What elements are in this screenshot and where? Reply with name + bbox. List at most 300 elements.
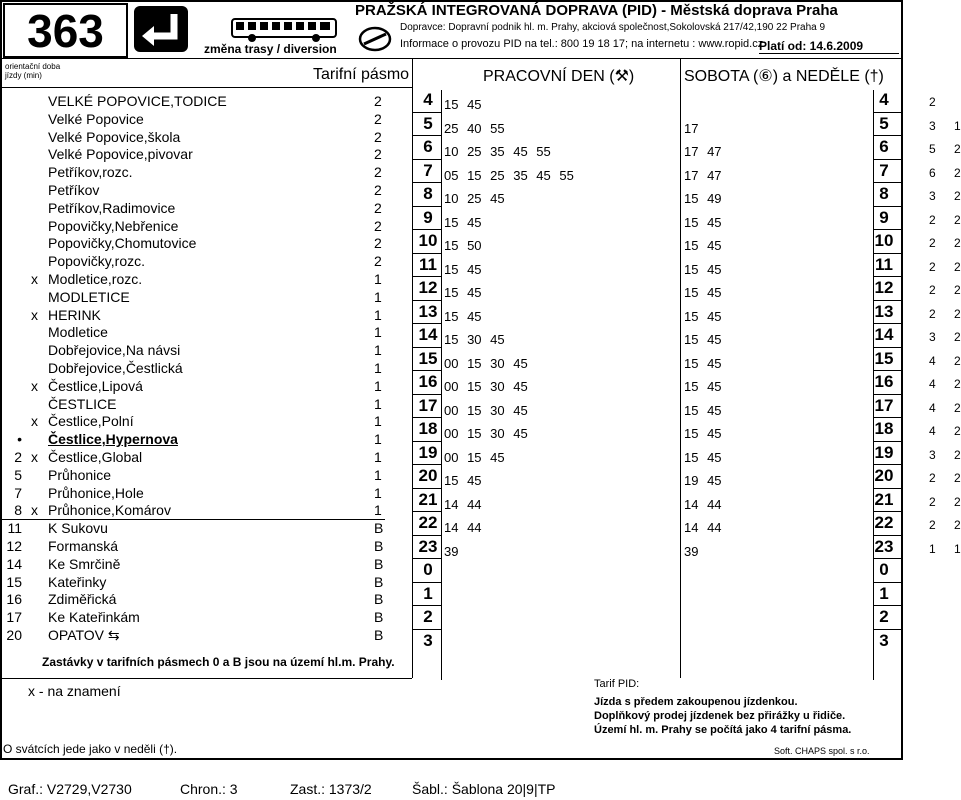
workday-minutes: 10 25 35 45 55 — [444, 144, 551, 159]
workday-count: 3 — [929, 330, 936, 344]
stop-row — [0, 324, 400, 342]
workday-minutes: 14 44 — [444, 520, 482, 535]
hour-separator — [874, 605, 902, 606]
stop-zone: 1 — [374, 324, 382, 341]
stop-row — [0, 218, 400, 236]
stop-zone: 2 — [374, 235, 382, 252]
hour-cell: 15 — [418, 348, 438, 368]
hour-separator — [413, 488, 441, 489]
workday-count: 1 — [929, 541, 936, 556]
hour-cell-right: 10 — [874, 231, 894, 250]
stop-row — [0, 182, 400, 200]
hour-cell-right: 8 — [879, 184, 889, 203]
workday-count: 4 — [929, 377, 936, 391]
stop-name: VELKÉ POPOVICE,TODICE — [48, 93, 227, 109]
stop-row — [0, 289, 400, 307]
stop-time: 11 — [7, 520, 22, 537]
stop-time: 7 — [14, 484, 22, 501]
weekend-count: 2 — [954, 471, 961, 485]
stop-time: 20 — [6, 627, 22, 643]
stop-time: • — [17, 431, 22, 448]
stop-zone: 1 — [374, 306, 382, 323]
weekend-minutes: 14 44 — [684, 496, 722, 512]
hour-cell-right: 16 — [874, 372, 894, 391]
stop-row — [0, 271, 400, 289]
hour-separator — [874, 394, 902, 395]
stop-row — [0, 396, 400, 414]
hour-cell: 13 — [418, 301, 438, 321]
stop-name: Dobřejovice,Na návsi — [48, 342, 181, 359]
hour-cell: 20 — [418, 466, 438, 485]
workday-minutes: 10 25 45 — [444, 191, 505, 206]
workday-count: 2 — [929, 306, 936, 321]
workday-minutes: 39 — [444, 543, 459, 559]
workday-count: 4 — [929, 400, 936, 415]
hour-cell: 22 — [418, 513, 438, 532]
tariff-line-1: Jízda s předem zakoupenou jízdenkou. — [594, 696, 798, 708]
weekend-minutes: 17 — [684, 120, 699, 136]
hour-cell: 19 — [418, 442, 438, 462]
hour-cell: 5 — [423, 113, 433, 133]
weekend-minutes: 17 47 — [684, 144, 722, 159]
workday-minutes: 14 44 — [444, 496, 482, 512]
stop-zone: B — [374, 609, 384, 626]
weekend-minutes: 14 44 — [684, 520, 722, 535]
workday-minutes: 15 50 — [444, 238, 482, 253]
hour-cell: 6 — [423, 137, 433, 156]
diversion-icon — [134, 6, 190, 54]
workday-heading: PRACOVNÍ DEN (⚒) — [483, 68, 635, 85]
zone-heading: Tarifní pásmo — [313, 66, 410, 83]
hour-separator — [413, 370, 441, 371]
stop-zone: B — [374, 555, 384, 572]
stop-name: Čestlice,Polní — [48, 413, 134, 430]
hour-cell: 17 — [418, 395, 438, 415]
workday-count: 6 — [929, 165, 936, 180]
hour-cell-right: 11 — [875, 254, 893, 274]
weekend-minutes: 39 — [684, 543, 699, 559]
hour-separator — [874, 253, 902, 254]
stop-name: Petříkov,rozc. — [48, 164, 133, 181]
stop-name: Čestlice,Hypernova — [48, 431, 178, 448]
workday-minutes: 15 45 — [444, 97, 482, 112]
weekend-minutes: 15 45 — [684, 214, 722, 230]
hour-separator — [874, 417, 902, 418]
weekend-minutes: 15 45 — [684, 261, 722, 277]
workday-minutes: 00 15 30 45 — [444, 379, 528, 394]
stop-name: Průhonice,Komárov — [48, 502, 171, 519]
hour-separator — [413, 605, 441, 606]
hour-cell: 9 — [423, 207, 433, 227]
weekend-heading: SOBOTA (⑥) a NEDĚLE (†) — [684, 68, 884, 85]
operator-line: Dopravce: Dopravní podnik hl. m. Prahy, akciová společnost,Sokolovská 217/42,190 22 Praha 9 — [400, 22, 826, 33]
workday-minutes: 00 15 45 — [444, 449, 505, 465]
hour-separator — [413, 464, 441, 465]
tariff-block — [594, 677, 894, 737]
weekend-count: 2 — [954, 259, 961, 274]
hour-cell-right: 18 — [874, 419, 894, 438]
hour-separator — [413, 135, 441, 136]
stop-name: Formanská — [48, 538, 119, 554]
stop-time: 17 — [6, 609, 22, 626]
weekend-count: 2 — [954, 236, 961, 250]
hour-separator — [413, 300, 441, 301]
hour-cell-right: 6 — [879, 137, 889, 156]
hour-cell-right: 12 — [874, 278, 894, 297]
workday-count: 2 — [929, 494, 936, 509]
weekend-count: 2 — [954, 306, 961, 321]
hour-cell: 14 — [418, 325, 438, 344]
route-number: 363 — [3, 3, 128, 58]
workday-minutes: 15 45 — [444, 261, 482, 277]
weekend-minutes: 17 47 — [684, 167, 722, 183]
stop-zone: 2 — [374, 110, 382, 127]
weekend-minutes: 15 45 — [684, 379, 722, 394]
stop-name: Průhonice — [48, 466, 112, 483]
stop-zone: 1 — [374, 431, 382, 448]
hour-separator — [874, 135, 902, 136]
hour-separator — [413, 276, 441, 277]
stop-row — [0, 609, 400, 627]
hour-cell-right: 23 — [874, 536, 894, 556]
weekend-minutes: 15 45 — [684, 449, 722, 465]
stop-name: Velké Popovice — [48, 110, 144, 127]
tariff-line-3: Území hl. m. Prahy se počítá jako 4 tarifní pásma. — [594, 724, 852, 736]
stop-zone: B — [374, 520, 384, 537]
workday-count: 3 — [929, 189, 936, 203]
hour-cell: 23 — [418, 536, 438, 556]
hour-separator — [874, 276, 902, 277]
hour-cell-right: 5 — [879, 113, 889, 133]
footer-sabl: Šabl.: Šablona 20|9|TP — [412, 781, 556, 797]
weekend-count: 2 — [954, 400, 961, 415]
stop-row — [0, 574, 400, 592]
hour-cell-right: 19 — [874, 442, 894, 462]
stop-name: Čestlice,Lipová — [48, 377, 143, 394]
stop-zone: 1 — [374, 271, 382, 287]
hour-cell: 11 — [419, 254, 437, 274]
stop-name: K Sukovu — [48, 520, 108, 537]
diversion-label: změna trasy / diversion — [204, 42, 337, 56]
stop-row — [0, 520, 400, 538]
workday-minutes: 15 45 — [444, 473, 482, 488]
workday-count: 2 — [929, 518, 936, 532]
hour-cell-right: 9 — [879, 207, 889, 227]
weekend-minutes: 15 45 — [684, 285, 722, 300]
stop-name: OPATOV ⇆ — [48, 627, 120, 643]
hour-cell: 7 — [423, 160, 433, 180]
hour-separator — [413, 323, 441, 324]
weekend-count: 2 — [954, 518, 961, 532]
weekend-count: 2 — [954, 165, 961, 180]
weekend-count: 1 — [954, 118, 961, 133]
stop-zone: B — [374, 591, 384, 608]
weekend-minutes: 15 49 — [684, 191, 722, 206]
stop-zone: 1 — [374, 466, 382, 483]
request-marker: x — [31, 413, 38, 430]
stop-row — [0, 111, 400, 129]
hour-cell: 8 — [423, 184, 433, 203]
hour-separator — [413, 159, 441, 160]
stop-name: Ke Kateřinkám — [48, 609, 140, 626]
stop-zone: 2 — [374, 164, 382, 181]
stop-row — [0, 449, 400, 467]
hour-cell: 0 — [423, 560, 433, 579]
weekend-count: 2 — [954, 189, 961, 203]
stop-time: 14 — [6, 555, 22, 572]
hour-separator — [874, 182, 902, 183]
hour-cell: 3 — [423, 630, 433, 650]
stop-zone: 1 — [374, 377, 382, 394]
hour-cell-right: 1 — [879, 583, 889, 603]
stop-zone: 2 — [374, 146, 382, 163]
hour-cell: 4 — [423, 90, 433, 109]
stop-name: Velké Popovice,pivovar — [48, 146, 193, 163]
stop-name: HERINK — [48, 306, 101, 323]
workday-count: 5 — [929, 142, 936, 156]
tariff-line-2: Doplňkový prodej jízdenek bez přirážky u řidiče. — [594, 710, 846, 722]
holiday-note: O svátcích jede jako v neděli (†). — [3, 742, 178, 756]
hour-cell-right: 15 — [874, 348, 894, 368]
request-marker: x — [31, 306, 38, 323]
hour-cell-right: 17 — [874, 395, 894, 415]
hour-separator — [874, 441, 902, 442]
weekend-minutes: 15 45 — [684, 402, 722, 418]
footer-zast: Zast.: 1373/2 — [290, 781, 372, 797]
stop-zone: 1 — [374, 502, 382, 519]
hour-cell: 12 — [418, 278, 438, 297]
weekend-count: 2 — [954, 494, 961, 509]
hour-separator — [874, 112, 902, 113]
workday-count: 2 — [929, 212, 936, 227]
hour-separator — [874, 300, 902, 301]
workday-count: 3 — [929, 118, 936, 133]
header-title: PRAŽSKÁ INTEGROVANÁ DOPRAVA (PID) - Městská doprava Praha — [355, 2, 838, 19]
stop-row — [0, 627, 400, 645]
hour-separator — [413, 253, 441, 254]
hour-separator — [874, 582, 902, 583]
weekend-minutes: 15 45 — [684, 238, 722, 253]
stop-name: Popovičky,Chomutovice — [48, 235, 197, 252]
orientation-time-label: orientační doba jízdy (min) — [5, 62, 61, 80]
hour-separator — [874, 206, 902, 207]
weekend-minutes: 15 45 — [684, 308, 722, 324]
hour-separator — [413, 535, 441, 536]
workday-minutes: 00 15 30 45 — [444, 402, 528, 418]
stop-row — [0, 502, 400, 520]
request-stop-note: x - na znamení — [28, 683, 121, 699]
weekend-minutes: 15 45 — [684, 355, 722, 371]
stop-zone: 1 — [374, 288, 382, 305]
hour-separator — [413, 347, 441, 348]
stop-row — [0, 342, 400, 360]
workday-minutes: 15 45 — [444, 214, 482, 230]
workday-minutes: 00 15 30 45 — [444, 426, 528, 441]
hour-separator — [874, 629, 902, 630]
pid-logo-icon — [358, 26, 392, 52]
hour-cell: 18 — [418, 419, 438, 438]
stop-time: 15 — [6, 573, 22, 590]
stop-zone: 1 — [374, 484, 382, 501]
request-marker: x — [31, 271, 38, 287]
stop-row — [0, 485, 400, 503]
weekend-minutes: 19 45 — [684, 473, 722, 488]
hour-separator — [874, 488, 902, 489]
stop-row — [0, 591, 400, 609]
stop-name: Velké Popovice,škola — [48, 128, 181, 145]
hour-cell-right: 14 — [874, 325, 894, 344]
hour-cell-right: 7 — [879, 160, 889, 180]
stop-name: Popovičky,rozc. — [48, 253, 145, 270]
bus-icon — [230, 17, 340, 43]
hour-cell-right: 20 — [874, 466, 894, 485]
stop-time: 5 — [14, 466, 22, 483]
hour-cell-right: 22 — [874, 513, 894, 532]
diversion-block — [132, 3, 347, 58]
stop-row — [0, 360, 400, 378]
info-line: Informace o provozu PID na tel.: 800 19 18 17; na internetu : www.ropid.cz — [400, 38, 764, 50]
hour-cell-right: 13 — [874, 301, 894, 321]
stop-zone: 1 — [374, 342, 382, 359]
workday-minutes: 15 45 — [444, 285, 482, 300]
hour-column-divider — [873, 90, 874, 680]
workday-minutes: 05 15 25 35 45 55 — [444, 167, 574, 183]
stop-zone: 1 — [374, 449, 382, 465]
stop-row — [0, 235, 400, 253]
hour-separator — [413, 206, 441, 207]
hour-cell-right: 2 — [879, 607, 889, 626]
request-marker: x — [31, 502, 38, 519]
workday-count: 2 — [929, 259, 936, 274]
hour-cell: 16 — [418, 372, 438, 391]
workday-minutes: 00 15 30 45 — [444, 355, 528, 371]
weekend-count: 2 — [954, 142, 961, 156]
stop-zone: 2 — [374, 93, 382, 109]
zones-note: Zastávky v tarifních pásmech 0 a B jsou na území hl.m. Prahy. — [42, 655, 395, 669]
timetable-grid — [413, 90, 961, 680]
stop-name: Zdiměřická — [48, 591, 117, 608]
stop-zone: 2 — [374, 217, 382, 234]
weekend-count: 2 — [954, 447, 961, 462]
hour-separator — [874, 347, 902, 348]
hour-separator — [413, 558, 441, 559]
weekend-count: 1 — [954, 541, 961, 556]
stop-row — [0, 253, 400, 271]
hour-separator — [413, 394, 441, 395]
footer-chron: Chron.: 3 — [180, 781, 238, 797]
hour-separator — [413, 229, 441, 230]
stop-row — [0, 413, 400, 431]
weekend-count: 2 — [954, 212, 961, 227]
stop-row — [0, 93, 400, 111]
workday-count: 2 — [929, 236, 936, 250]
hour-separator — [874, 511, 902, 512]
stop-zone: 1 — [374, 360, 382, 376]
weekend-count: 2 — [954, 283, 961, 297]
hour-separator — [874, 229, 902, 230]
hour-separator — [413, 112, 441, 113]
stop-time: 12 — [6, 538, 22, 554]
stop-name: Popovičky,Nebřenice — [48, 217, 179, 234]
stop-time: 16 — [6, 591, 22, 608]
stop-row — [0, 146, 400, 164]
header — [355, 2, 902, 53]
workday-count: 4 — [929, 424, 936, 438]
hour-cell-right: 0 — [879, 560, 889, 579]
stop-row — [0, 378, 400, 396]
request-marker: x — [31, 449, 38, 465]
hour-separator — [874, 535, 902, 536]
stop-zone: 2 — [374, 182, 382, 198]
stop-row — [0, 200, 400, 218]
weekend-count: 2 — [954, 424, 961, 438]
hour-cell: 10 — [418, 231, 438, 250]
workday-count: 3 — [929, 447, 936, 462]
stop-row — [0, 467, 400, 485]
hour-cell: 21 — [418, 489, 438, 509]
software-credit: Soft. CHAPS spol. s r.o. — [774, 746, 870, 756]
hour-cell: 1 — [423, 583, 433, 603]
hour-cell: 2 — [423, 607, 433, 626]
weekend-count: 2 — [954, 377, 961, 391]
stop-row — [0, 164, 400, 182]
hour-separator — [874, 323, 902, 324]
stop-name: Průhonice,Hole — [48, 484, 144, 501]
stop-name: Ke Smrčině — [48, 555, 121, 572]
weekend-count: 2 — [954, 330, 961, 344]
hour-separator — [413, 629, 441, 630]
weekend-minutes: 15 45 — [684, 426, 722, 441]
workday-minutes: 25 40 55 — [444, 120, 505, 136]
hour-separator — [874, 558, 902, 559]
stop-zone: 1 — [374, 413, 382, 430]
hour-separator — [413, 182, 441, 183]
stop-row — [0, 307, 400, 325]
workday-minutes: 15 45 — [444, 308, 482, 324]
hour-separator — [874, 464, 902, 465]
stop-name: Petříkov — [48, 182, 100, 198]
hour-separator — [413, 582, 441, 583]
hour-separator — [874, 370, 902, 371]
hour-column-divider — [441, 90, 442, 680]
stop-time: 2 — [14, 449, 22, 465]
hour-cell-right: 21 — [874, 489, 894, 509]
stop-zone: B — [374, 627, 384, 643]
stop-name: Modletice,rozc. — [48, 271, 143, 287]
stop-zone: 2 — [374, 128, 382, 145]
workday-count: 4 — [929, 353, 936, 368]
stop-name: ČESTLICE — [48, 395, 117, 412]
hour-cell-right: 3 — [879, 630, 889, 650]
workday-count: 2 — [929, 471, 936, 485]
request-marker: x — [31, 377, 38, 394]
valid-from: Platí od: 14.6.2009 — [759, 39, 899, 54]
stop-row — [0, 556, 400, 574]
stop-name: Dobřejovice,Čestlická — [48, 360, 183, 376]
stop-row — [0, 538, 400, 556]
stop-name: MODLETICE — [48, 288, 130, 305]
hour-separator — [413, 441, 441, 442]
hour-separator — [413, 417, 441, 418]
stop-zone: 1 — [374, 395, 382, 412]
workday-count: 2 — [929, 95, 936, 109]
hour-separator — [413, 511, 441, 512]
stop-name: Kateřinky — [48, 573, 107, 590]
stop-zone: B — [374, 573, 384, 590]
stop-row — [0, 431, 400, 449]
weekend-minutes: 15 45 — [684, 332, 722, 347]
stop-zone: 2 — [374, 199, 382, 216]
